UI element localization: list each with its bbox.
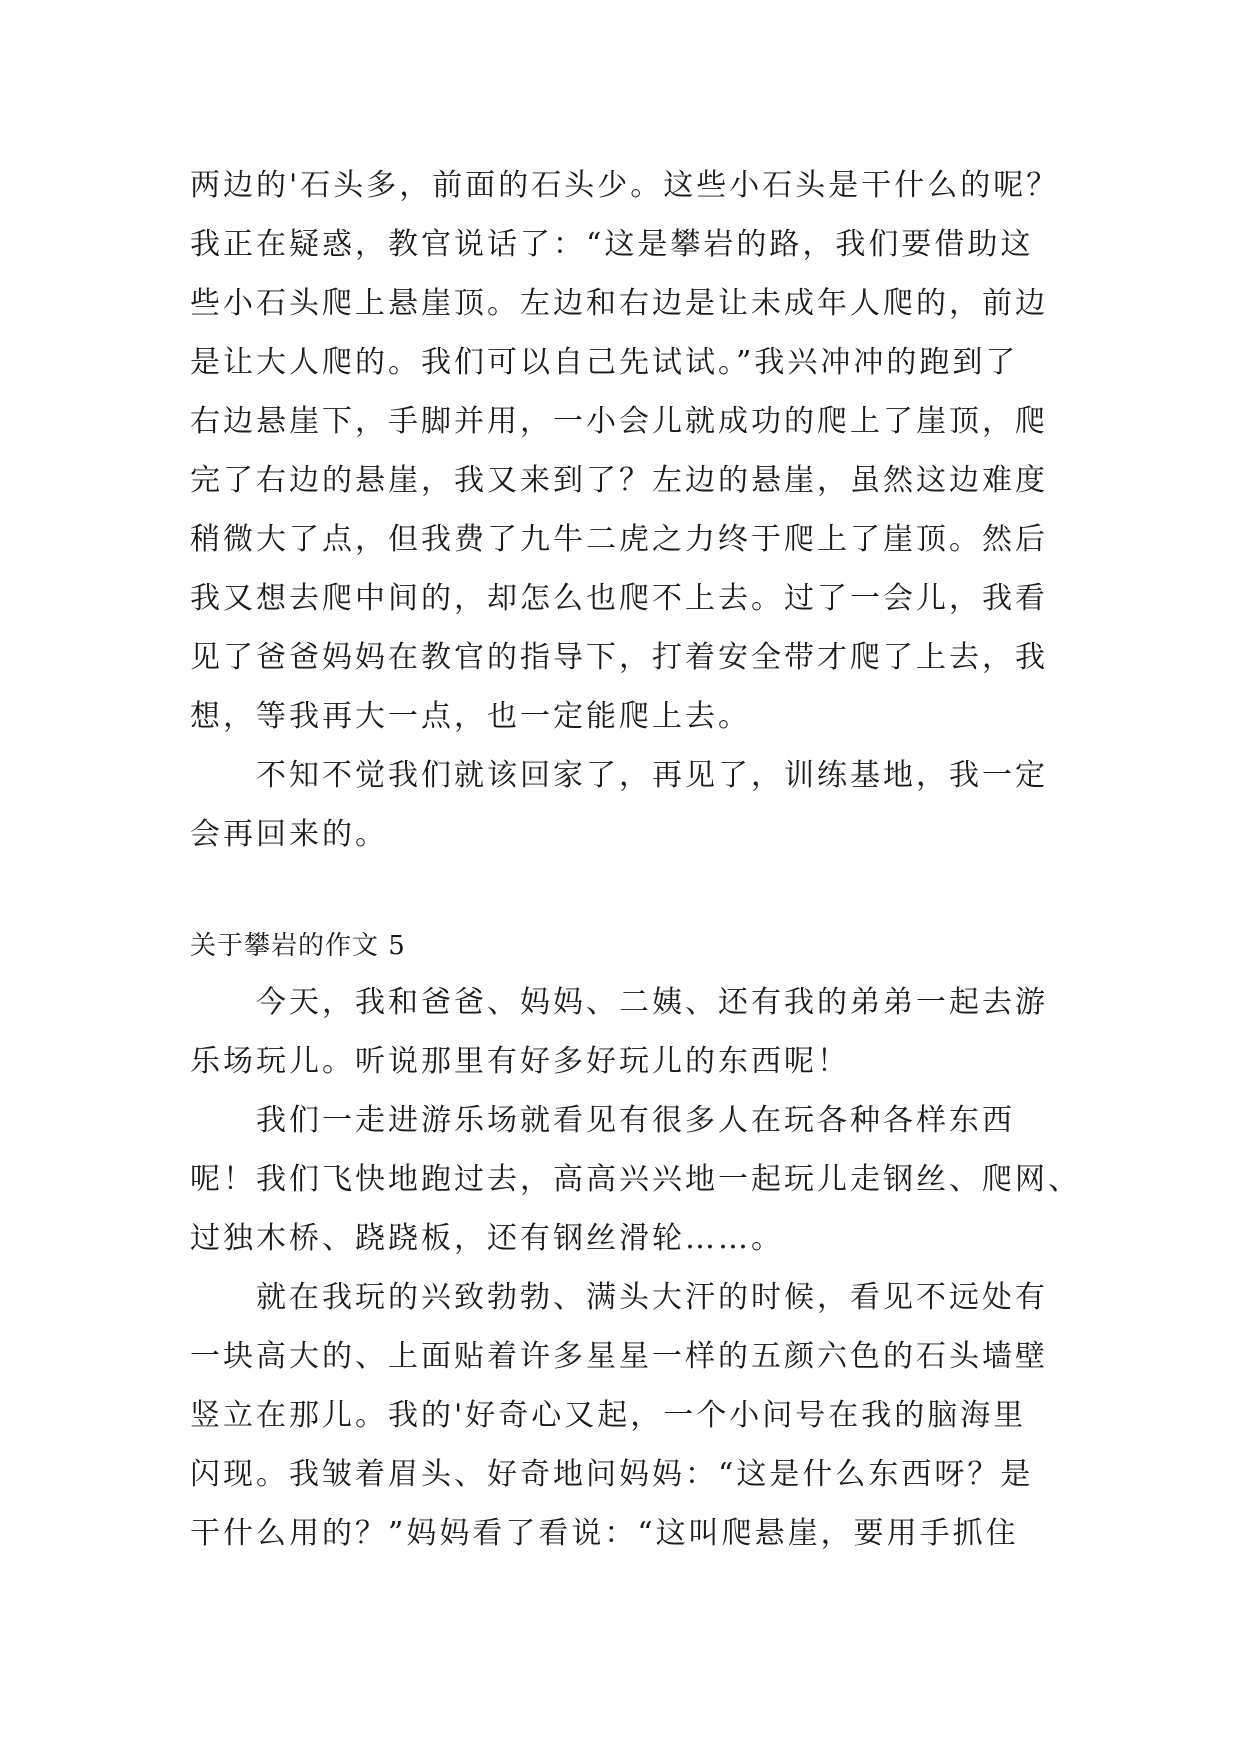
section-title: 关于攀岩的作文 5 xyxy=(190,931,406,961)
text-line: 完了右边的悬崖，我又来到了？左边的悬崖，虽然这边难度 xyxy=(190,463,1048,498)
text-line: 会再回来的。 xyxy=(190,817,388,852)
text-line: 我又想去爬中间的，却怎么也爬不上去。过了一会儿，我看 xyxy=(190,581,1048,616)
text-line: 竖立在那儿。我的'好奇心又起，一个小问号在我的脑海里 xyxy=(190,1398,1027,1433)
text-line: 两边的'石头多，前面的石头少。这些小石头是干什么的呢？ xyxy=(190,168,1060,203)
text-line: 闪现。我皱着眉头、好奇地问妈妈：“这是什么东西呀？是 xyxy=(190,1457,1034,1492)
text-line: 就在我玩的兴致勃勃、满头大汗的时候，看见不远处有 xyxy=(256,1280,1048,1315)
text-line: 今天，我和爸爸、妈妈、二姨、还有我的弟弟一起去游 xyxy=(256,985,1048,1020)
text-line: 过独木桥、跷跷板，还有钢丝滑轮……。 xyxy=(190,1221,784,1256)
text-line: 是让大人爬的。我们可以自己先试试。”我兴冲冲的跑到了 xyxy=(190,345,1019,380)
text-line: 乐场玩儿。听说那里有好多好玩儿的东西呢！ xyxy=(190,1044,850,1079)
text-line: 稍微大了点，但我费了九牛二虎之力终于爬上了崖顶。然后 xyxy=(190,522,1048,557)
text-line: 右边悬崖下，手脚并用，一小会儿就成功的爬上了崖顶，爬 xyxy=(190,404,1048,439)
text-line: 些小石头爬上悬崖顶。左边和右边是让未成年人爬的，前边 xyxy=(190,286,1048,321)
text-line: 干什么用的？”妈妈看了看说：“这叫爬悬崖，要用手抓住 xyxy=(190,1516,1019,1551)
text-line: 我正在疑惑，教官说话了：“这是攀岩的路，我们要借助这 xyxy=(190,227,1034,262)
text-line: 想，等我再大一点，也一定能爬上去。 xyxy=(190,699,751,734)
text-line: 不知不觉我们就该回家了，再见了，训练基地，我一定 xyxy=(256,758,1048,793)
text-line: 呢！我们飞快地跑过去，高高兴兴地一起玩儿走钢丝、爬网、 xyxy=(190,1162,1081,1197)
text-line: 我们一走进游乐场就看见有很多人在玩各种各样东西 xyxy=(256,1103,1015,1138)
text-line: 见了爸爸妈妈在教官的指导下，打着安全带才爬了上去，我 xyxy=(190,640,1048,675)
text-line: 一块高大的、上面贴着许多星星一样的五颜六色的石头墙壁 xyxy=(190,1339,1048,1374)
